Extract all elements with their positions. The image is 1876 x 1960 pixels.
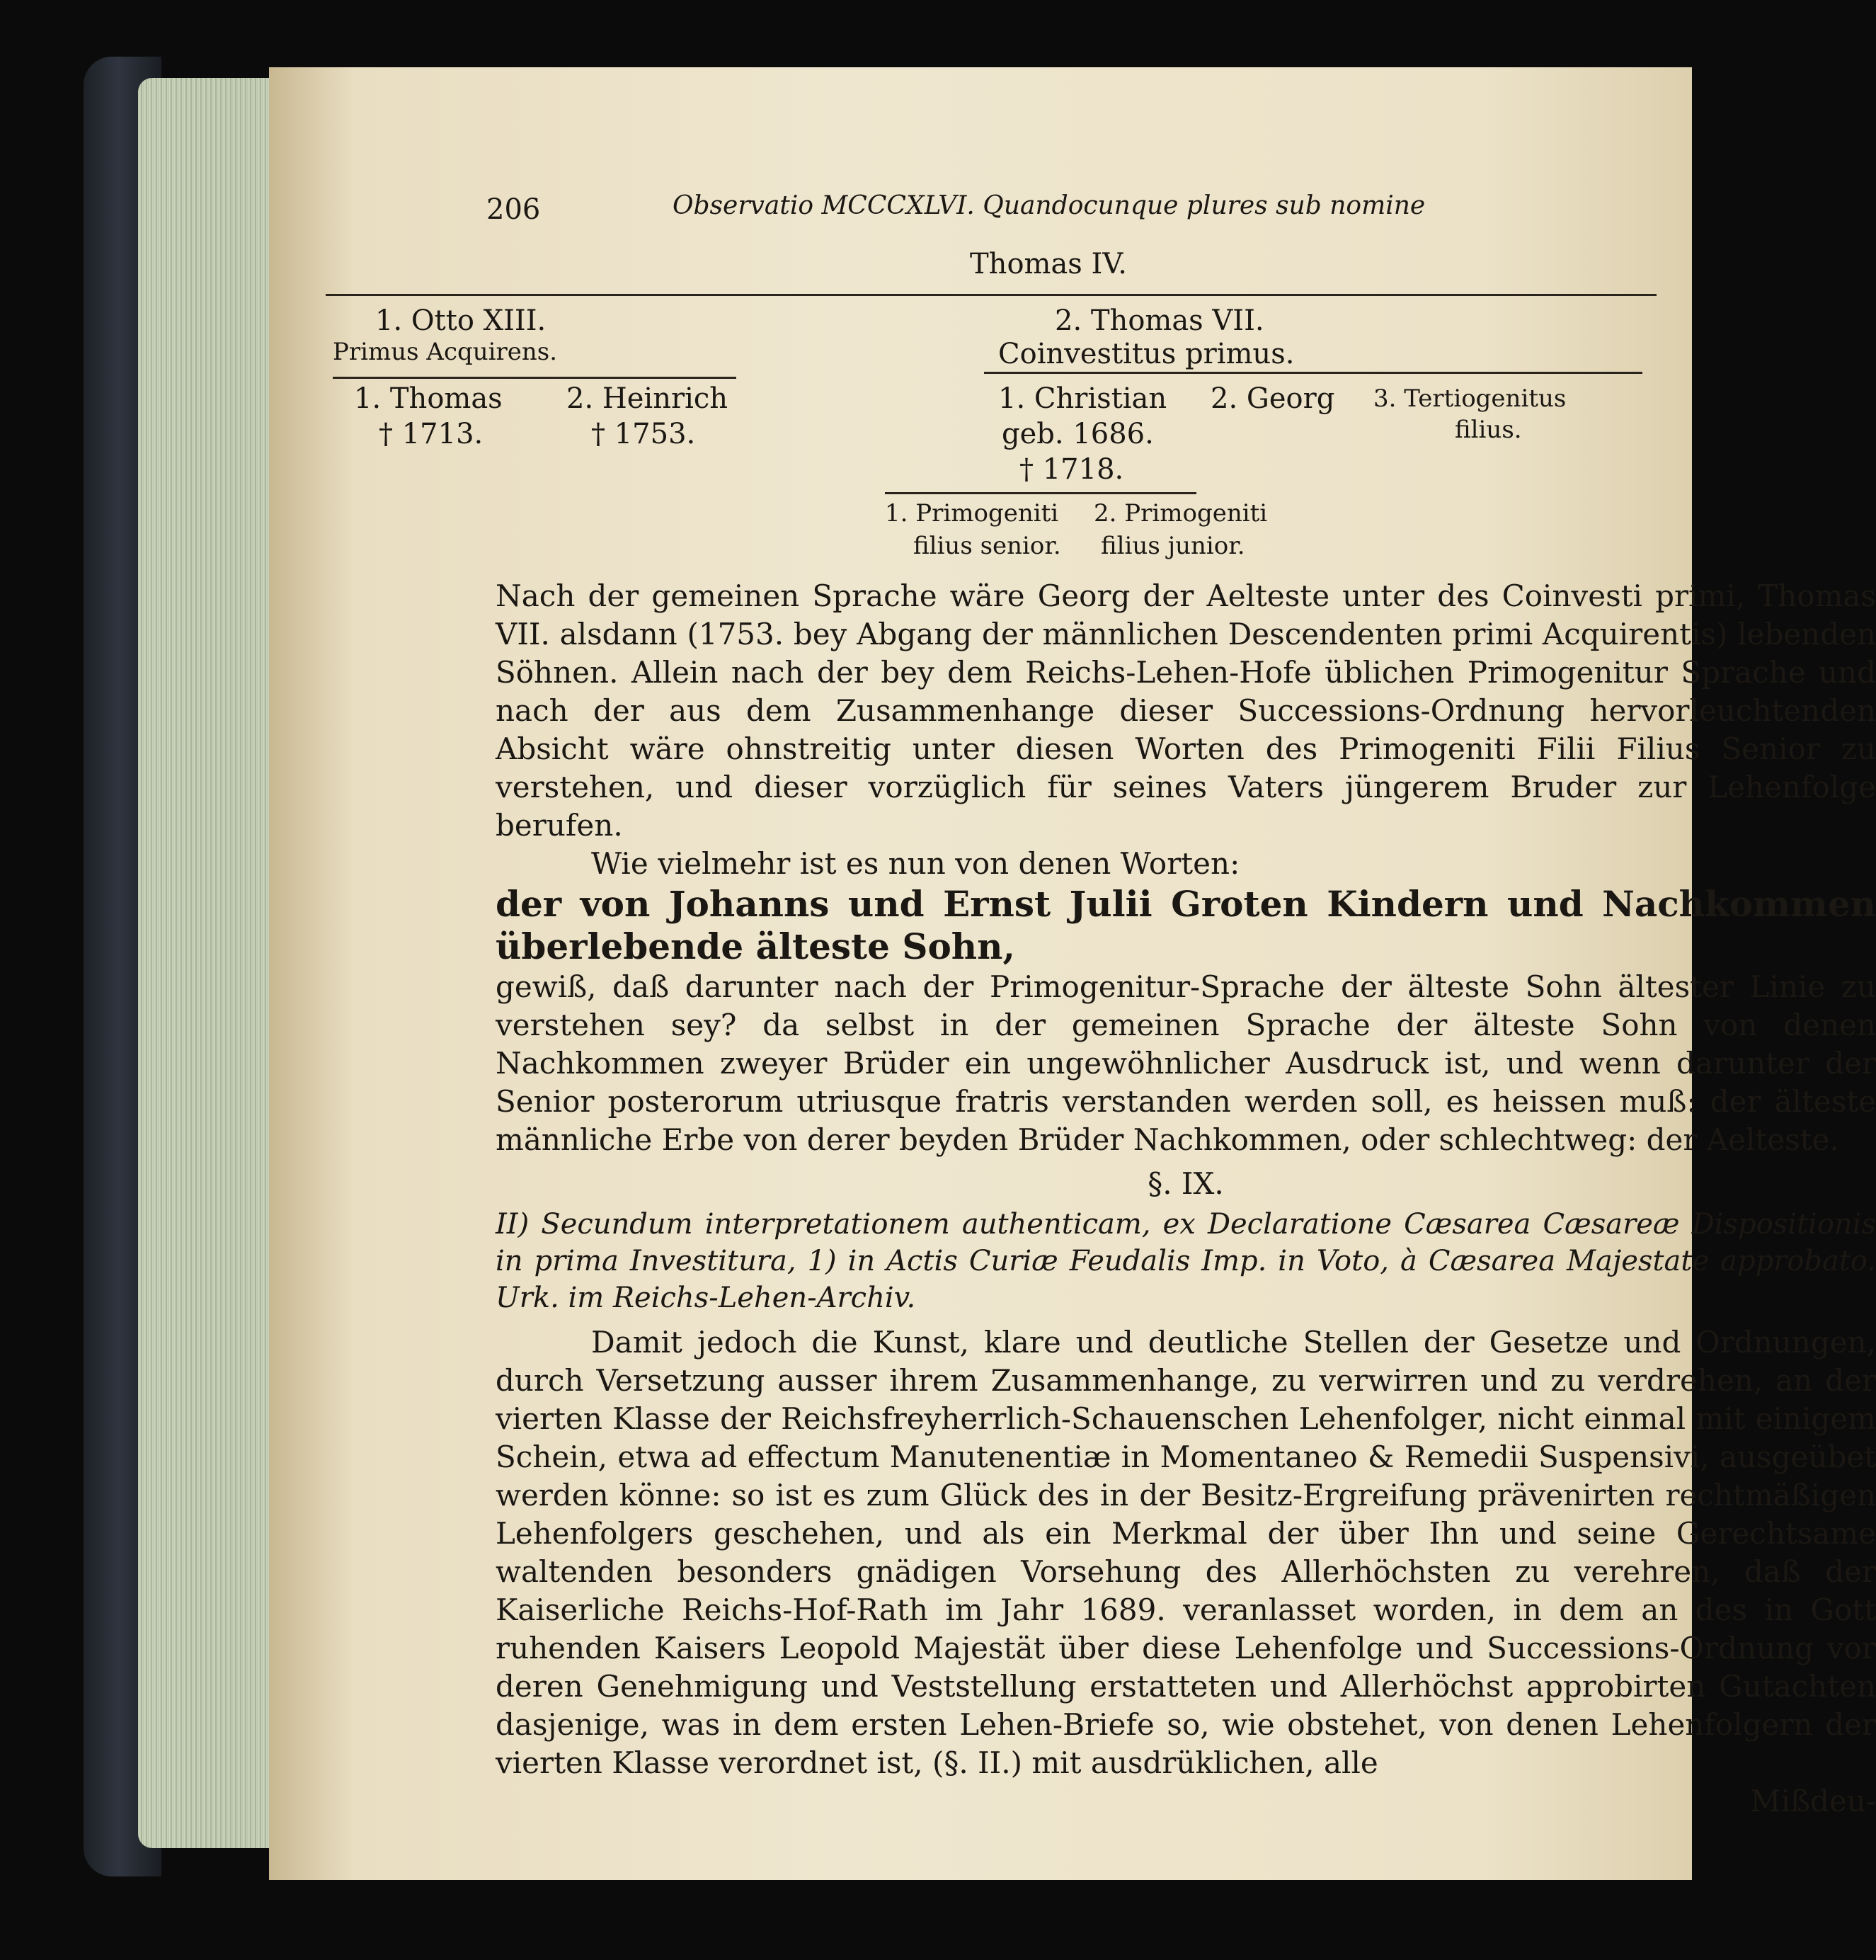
tree-brace-top — [326, 294, 1657, 296]
branch2-name: 2. Thomas VII. — [1055, 304, 1264, 337]
gc2-line1: 2. Primogeniti — [1094, 499, 1268, 528]
catchword: Mißdeu- — [1750, 1784, 1876, 1818]
paragraph-5: Damit jedoch die Kunst, klare und deutliche Stellen der Gesetze und Ordnungen, durch Versetzung ausser ihrem Zusammenhange, zu verwirren und zu verdrehen, an der vierten Klasse der Reichsfreyherrlich-Schauenschen Lehenfolger, nicht einmal mit einigem Schein, etwa ad effectum Manutenentiæ in Momentaneo & Remedii Suspensivi, ausgeübet werden könne: so ist es zum Glück des in der Besitz-Ergreifung prävenirten rechtmäßigen Lehenfolgers geschehen, und als ein Merkmal der über Ihn und seine Gerechtsame waltenden besonders gnädigen Vorsehung des Allerhöchsten zu verehren, daß der Kaiserliche Reichs-Hof-Rath im Jahr 1689. veranlasset worden, in dem an des in Gott ruhenden Kaisers Leopold Majestät über diese Lehenfolge und Successions-Ordnung vor deren Genehmigung und Veststellung erstatteten und Allerhöchst approbirten Gutachten dasjenige, was in dem ersten Lehen-Briefe so, wie obstehet, von denen Lehenfolgern der vierten Klasse verordnet ist, (§. II.) mit ausdrüklichen, alle — [496, 1325, 1876, 1780]
body-text — [496, 577, 1876, 1821]
paragraph-3: gewiß, daß darunter nach der Primogenitur-Sprache der älteste Sohn ältester Linie zu verstehen sey? da selbst in der gemeinen Sprache der älteste Sohn von denen Nachkommen zweyer Brüder ein ungewöhnlicher Ausdruck ist, und wenn darunter der Senior posterorum utriusque fratris verstanden werden soll, es heissen muß: der älteste männliche Erbe von derer beyden Brüder Nachkommen, oder schlechtweg: der Aelteste. — [496, 969, 1876, 1157]
b1-child2-death: † 1753. — [591, 418, 696, 450]
page-number: 206 — [486, 193, 541, 226]
gc2-line2: filius junior. — [1101, 532, 1245, 560]
branch1-title: Primus Acquirens. — [333, 338, 558, 366]
tree-brace-left — [333, 377, 736, 379]
running-title: Observatio MCCCXLVI. Quandocunque plures sub nomine — [673, 191, 1426, 220]
b1-child2-name: 2. Heinrich — [566, 382, 728, 415]
b2-child1-birth: geb. 1686. — [1002, 418, 1154, 450]
b2-child1-death: † 1718. — [1019, 453, 1124, 486]
section-heading: §. IX. — [1148, 1166, 1224, 1201]
tree-brace-right — [984, 372, 1642, 374]
b2-child1-name: 1. Christian — [998, 382, 1167, 415]
branch2-title: Coinvestitus primus. — [998, 338, 1295, 370]
book-page — [269, 67, 1876, 1880]
b1-child1-death: † 1713. — [379, 418, 484, 450]
paragraph-4: II) Secundum interpretationem authenticam, ex Declaratione Cæsarea Cæsareæ Dispositionis in prima Investitura, 1) in Actis Curiæ Feudalis Imp. in Voto, à Cæsarea Majestate approbato. Urk. im Reichs-Lehen-Archiv. — [496, 1208, 1876, 1314]
page-edges — [138, 78, 283, 1848]
b1-child1-name: 1. Thomas — [354, 382, 503, 415]
tree-brace-lower — [885, 492, 1196, 494]
gc1-line2: filius senior. — [913, 532, 1061, 560]
b2-child2-name: 2. Georg — [1211, 382, 1335, 415]
b2-child3-title: filius. — [1455, 416, 1522, 444]
gc1-line1: 1. Primogeniti — [885, 499, 1059, 528]
paragraph-1: Nach der gemeinen Sprache wäre Georg der Aelteste unter des Coinvesti primi, Thomas VII. alsdann (1753. bey Abgang der männlichen Descendenten primi Acquirentis) lebenden Söhnen. Allein nach der bey dem Reichs-Lehen-Hofe üblichen Primogenitur Sprache und nach der aus dem Zusammenhange dieser Successions-Ordnung hervorleuchtenden Absicht wäre ohnstreitig unter diesen Worten des Primogeniti Filii Filius Senior zu verstehen, und dieser vorzüglich für seines Vaters jüngerem Bruder zur Lehenfolge berufen. — [496, 579, 1876, 843]
quoted-phrase: der von Johanns und Ernst Julii Groten Kindern und Nachkommen überlebende älteste Sohn, — [496, 883, 1876, 967]
branch1-name: 1. Otto XIII. — [375, 304, 547, 337]
tree-root: Thomas IV. — [970, 248, 1127, 280]
paragraph-2: Wie vielmehr ist es nun von denen Worten: — [591, 846, 1240, 881]
b2-child3-name: 3. Tertiogenitus — [1373, 384, 1567, 413]
